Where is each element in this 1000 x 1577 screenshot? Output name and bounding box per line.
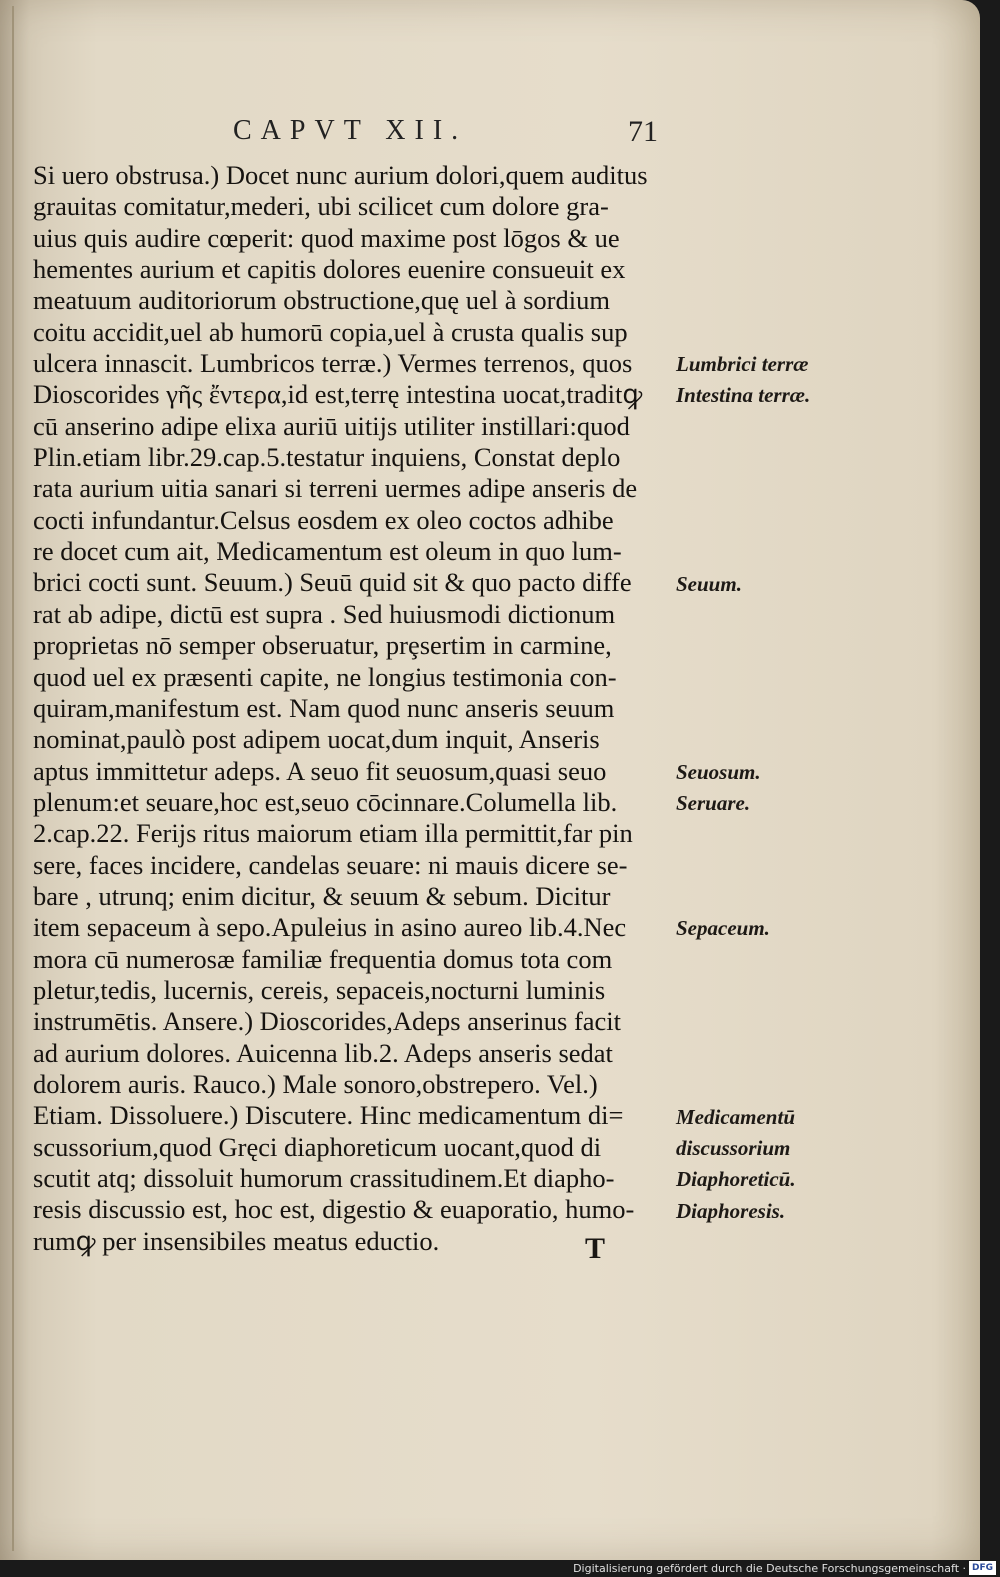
body-line: quod uel ex præsenti capite, ne longius testimonia con- [33,661,617,692]
body-line: item sepaceum à sepo.Apuleius in asino aureo lib.4.Nec [33,912,627,943]
body-line: instrumētis. Ansere.) Dioscorides,Adeps anserinus facit [33,1006,622,1037]
body-line: meatuum auditoriorum obstructione,quę uel à sordium [33,285,610,316]
body-line: Plin.etiam libr.29.cap.5.testatur inquiens, Constat deplo [33,442,621,473]
body-line: rat ab adipe, dictū est supra . Sed huiusmodi dictionum [33,598,616,629]
body-line: hementes aurium et capitis dolores euenire consueuit ex [33,254,626,285]
body-line: aptus immittetur adeps. A seuo fit seuosum,quasi seuo [33,755,607,786]
body-line: mora cū numerosæ familiæ frequentia domus tota com [33,943,613,974]
catchword: T [585,1232,606,1265]
margin-note: Medicamentū [676,1104,795,1129]
body-line: Etiam. Dissoluere.) Discutere. Hinc medicamentum di= [33,1100,624,1131]
body-line: plenum:et seuare,hoc est,seuo cōcinnare.Columella lib. [33,786,618,817]
margin-note: Diaphoresis. [676,1198,786,1223]
body-line: grauitas comitatur,mederi, ubi scilicet cum dolore gra- [33,191,609,222]
body-line: scussorium,quod Gręci diaphoreticum uocant,quod di [33,1131,602,1162]
margin-note: Seuosum. [676,759,761,784]
running-head [0,115,980,155]
margin-note: Seruare. [676,791,751,815]
margin-note: Lumbrici terræ [676,352,809,377]
body-line: ulcera innascit. Lumbricos terræ.) Vermes terrenos, quos [33,348,633,379]
body-line: dolorem auris. Rauco.) Male sonoro,obstrepero. Vel.) [33,1068,598,1099]
margin-note: Intestina terræ. [676,383,811,408]
body-line: nominat,paulò post adipem uocat,dum inquit, Anseris [33,724,600,755]
body-line: uius quis audire cœperit: quod maxime post lōgos & ue [33,222,620,253]
body-line: bare , utrunq; enim dicitur, & seuum & sebum. Dicitur [33,880,611,911]
body-line: cocti infundantur.Celsus eosdem ex oleo coctos adhibe [33,504,614,535]
body-line: Si uero obstrusa.) Docet nunc aurium dolori,quem auditus [33,160,648,190]
margin-note: Seuum. [676,571,742,596]
chapter-heading: CAPVT XII. [233,115,468,146]
body-line: brici cocti sunt. Seuum.) Seuū quid sit & quo pacto diffe [33,567,632,598]
body-line: cū anserino adipe elixa auriū uitijs utiliter instillari:quod [33,410,630,441]
body-line: resis discussio est, hoc est, digestio & euaporatio, humo- [33,1194,635,1225]
body-line: ad aurium dolores. Auicenna lib.2. Adeps anseris sedat [33,1037,613,1068]
body-line: pletur,tedis, lucernis, cereis, sepaceis,nocturni luminis [33,974,606,1005]
body-line: proprietas nō semper obseruatur, prȩsertim in carmine, [33,630,612,661]
margin-note: discussorium [676,1135,791,1160]
body-text [33,160,673,1257]
body-line: coitu accidit,uel ab humorū copia,uel à crusta qualis sup [33,316,628,347]
dfg-logo: DFG [969,1561,996,1575]
footer-credit: Digitalisierung gefördert durch die Deutsche Forschungsgemeinschaft · [573,1562,966,1575]
body-line: 2.cap.22. Ferijs ritus maiorum etiam illa permittit,far pin [33,818,633,849]
body-line: re docet cum ait, Medicamentum est oleum in quo lum- [33,536,622,567]
margin-note: Sepaceum. [676,916,770,941]
margin-note: Diaphoreticū. [676,1167,796,1192]
body-line: Dioscorides γῆς ἔντερα,id est,terrę intestina uocat,traditꝙ [33,379,643,410]
body-line: rata aurium uitia sanari si terreni uermes adipe anseris de [33,473,638,504]
body-line: scutit atq; dissoluit humorum crassitudinem.Et diapho- [33,1163,615,1193]
body-line: sere, faces incidere, candelas seuare: ni mauis dicere se- [33,849,628,880]
body-line: quiram,manifestum est. Nam quod nunc anseris seuum [33,692,615,723]
body-line: rumꝙ per insensibiles meatus eductio. [33,1225,440,1256]
page-number: 71 [628,115,658,148]
